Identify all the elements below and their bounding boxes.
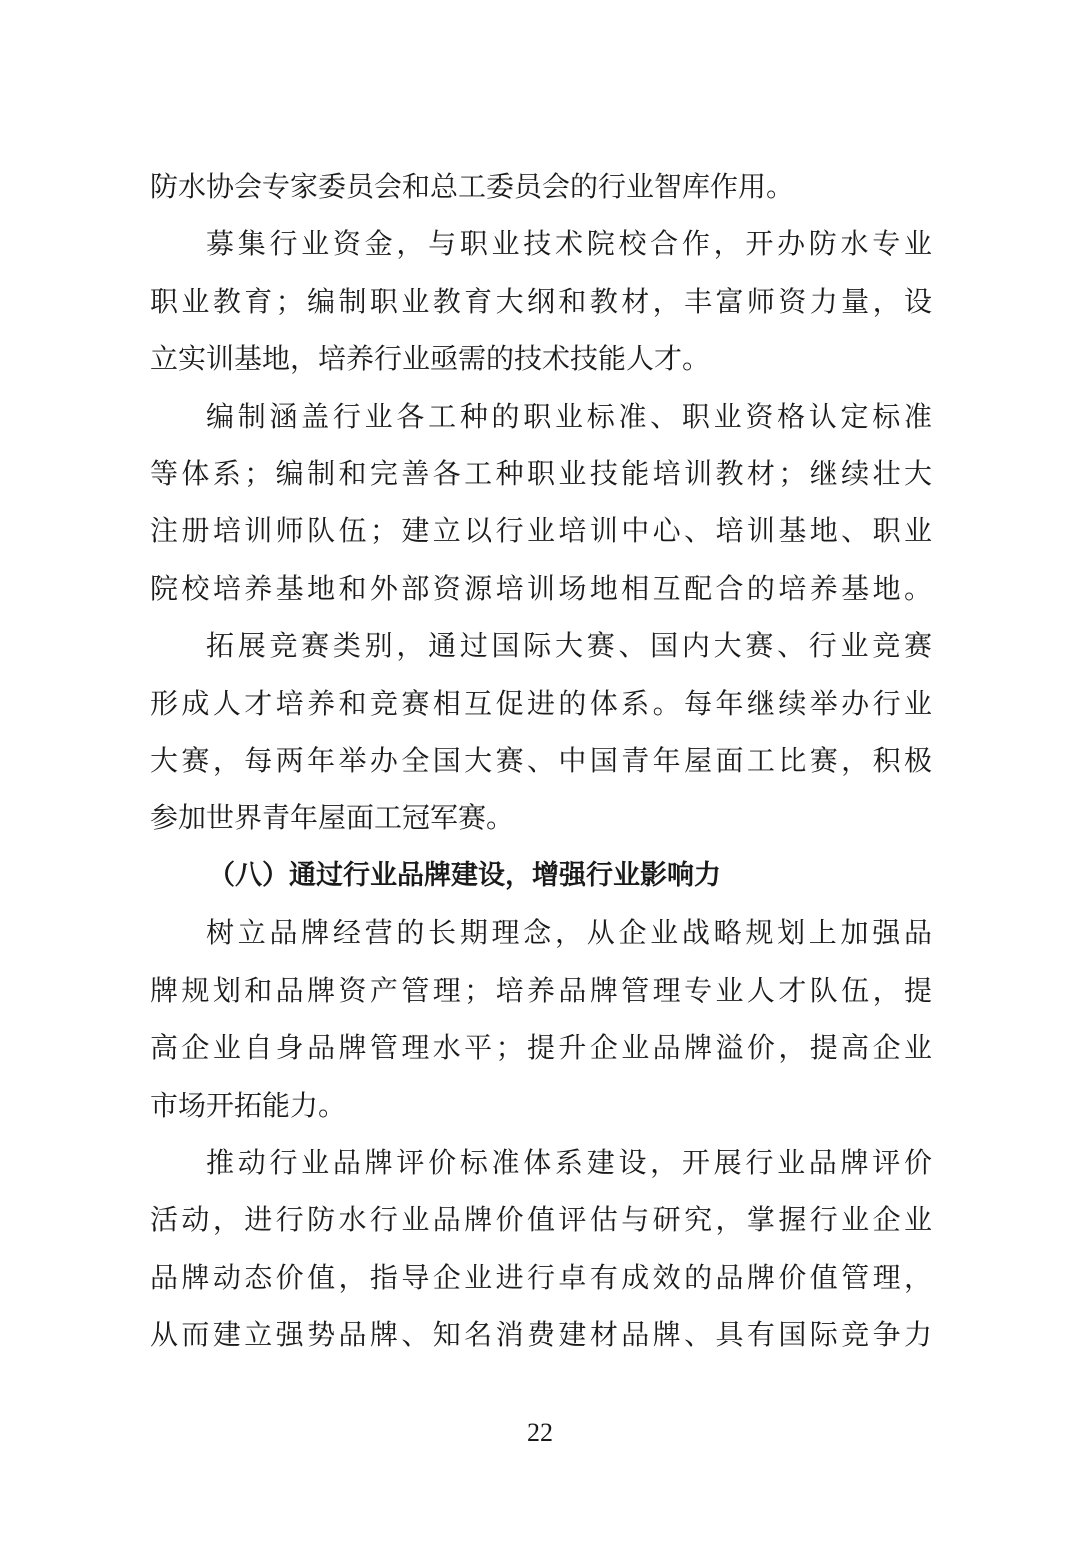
text-line: 高企业自身品牌管理水平；提升企业品牌溢价，提高企业	[150, 1031, 932, 1065]
paragraph-vocational-education	[150, 215, 932, 387]
text-line: 市场开拓能力。	[150, 1088, 347, 1122]
text-line: 牌规划和品牌资产管理；培养品牌管理专业人才队伍，提	[150, 973, 932, 1007]
paragraph-brand-concept	[150, 904, 932, 1134]
text-line: 职业教育；编制职业教育大纲和教材，丰富师资力量，设	[150, 284, 932, 318]
text-line: 品牌动态价值，指导企业进行卓有成效的品牌价值管理，	[150, 1260, 932, 1294]
text-line: 推动行业品牌评价标准体系建设，开展行业品牌评价	[206, 1145, 932, 1179]
text-line: 树立品牌经营的长期理念，从企业战略规划上加强品	[206, 916, 932, 950]
text-line: 注册培训师队伍；建立以行业培训中心、培训基地、职业	[150, 514, 932, 548]
section-heading: （八）通过行业品牌建设，增强行业影响力	[208, 859, 721, 891]
paragraph-brand-evaluation	[150, 1134, 932, 1364]
text-line: 活动，进行防水行业品牌价值评估与研究，掌握行业企业	[150, 1203, 932, 1237]
text-line: 参加世界青年屋面工冠军赛。	[150, 801, 515, 835]
text-line: 募集行业资金，与职业技术院校合作，开办防水专业	[206, 227, 932, 261]
paragraph-continuation	[150, 158, 932, 215]
text-line: 立实训基地，培养行业亟需的技术技能人才。	[150, 342, 711, 376]
text-line: 从而建立强势品牌、知名消费建材品牌、具有国际竞争力	[150, 1318, 932, 1352]
text-line: 院校培养基地和外部资源培训场地相互配合的培养基地。	[150, 571, 932, 605]
paragraph-competitions	[150, 617, 932, 847]
text-line: 大赛，每两年举办全国大赛、中国青年屋面工比赛，积极	[150, 744, 932, 778]
text-line: 形成人才培养和竞赛相互促进的体系。每年继续举办行业	[150, 686, 932, 720]
text-line: 拓展竞赛类别，通过国际大赛、国内大赛、行业竞赛	[206, 629, 932, 663]
paragraph-occupational-standards	[150, 388, 932, 618]
text-line: 等体系；编制和完善各工种职业技能培训教材；继续壮大	[150, 457, 932, 491]
text-line: 防水协会专家委员会和总工委员会的行业智库作用。	[150, 170, 795, 203]
page-number: 22	[527, 1418, 553, 1447]
text-line: 编制涵盖行业各工种的职业标准、职业资格认定标准	[206, 399, 932, 433]
document-page	[150, 158, 932, 1364]
